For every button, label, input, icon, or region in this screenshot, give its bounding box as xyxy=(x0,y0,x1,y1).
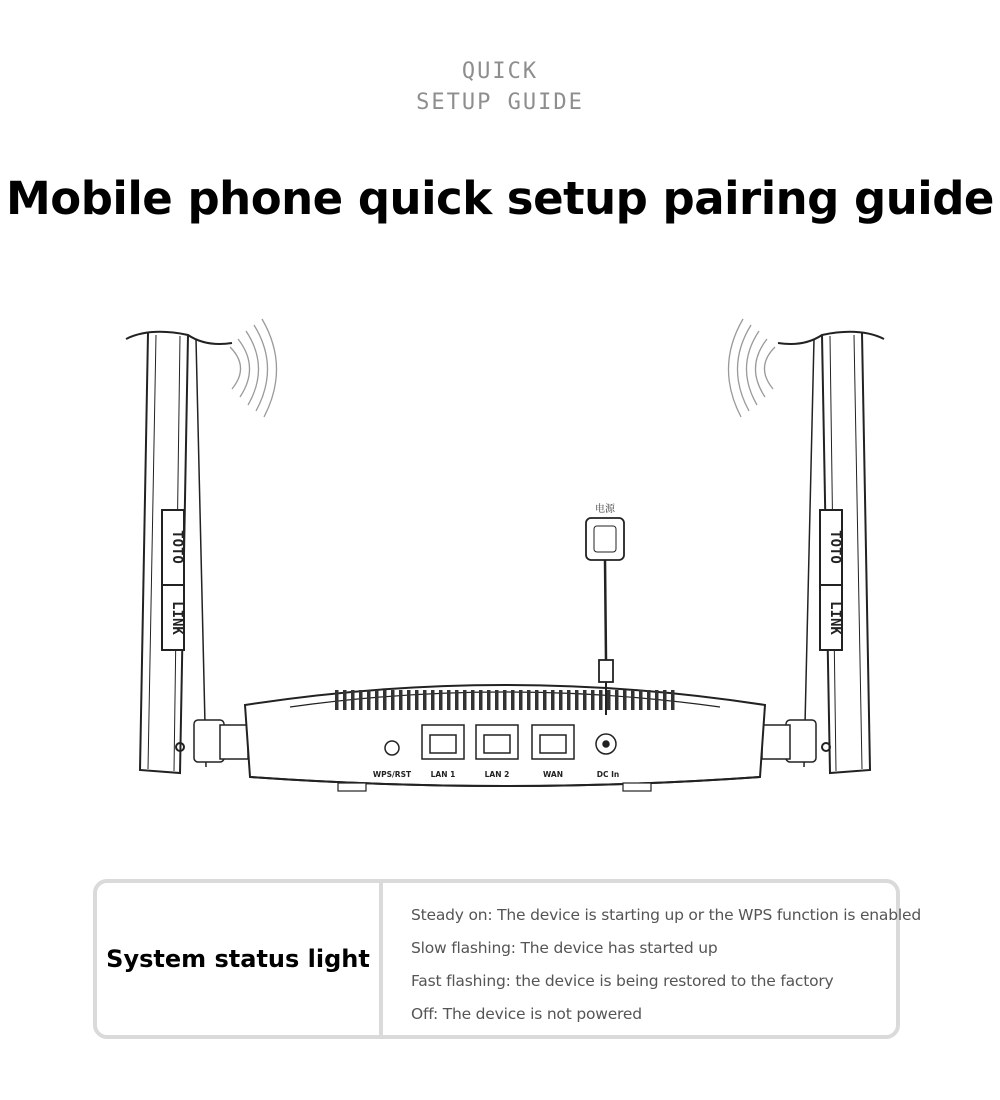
status-light-title: System status light xyxy=(106,945,370,973)
wan-port xyxy=(532,725,574,759)
power-label: 电源 xyxy=(595,504,615,515)
right-antenna xyxy=(778,332,884,773)
wifi-signal-right-icon xyxy=(728,319,775,417)
antenna-brand-text: LINK xyxy=(827,601,843,635)
wps-reset-button xyxy=(385,741,399,755)
status-item-fast: Fast flashing: the device is being restored to the factory xyxy=(411,972,834,990)
status-light-panel xyxy=(93,879,921,1039)
panel-divider xyxy=(379,883,383,1035)
wifi-signal-left-icon xyxy=(230,319,277,417)
lan2-port xyxy=(476,725,518,759)
antenna-brand-text: TOTO xyxy=(169,530,185,564)
port-label-lan1: LAN 1 xyxy=(430,770,456,779)
power-adapter xyxy=(586,502,624,715)
status-light-list xyxy=(411,899,921,1031)
lan1-port xyxy=(422,725,464,759)
status-item-off: Off: The device is not powered xyxy=(411,1005,642,1023)
logo-line-1: QUICK xyxy=(461,59,539,84)
logo-line-2: SETUP GUIDE xyxy=(416,90,584,115)
left-antenna xyxy=(126,332,232,773)
quick-setup-guide-logo xyxy=(0,56,1000,118)
port-label-lan2: LAN 2 xyxy=(484,770,510,779)
router-illustration xyxy=(110,315,900,815)
port-label-dc: DC In xyxy=(596,770,620,779)
status-item-slow: Slow flashing: The device has started up xyxy=(411,939,718,957)
port-label-wps: WPS/RST xyxy=(372,770,412,779)
status-item-steady: Steady on: The device is starting up or the WPS function is enabled xyxy=(411,906,921,924)
antenna-brand-text: TOTO xyxy=(827,530,843,564)
antenna-brand-text: LINK xyxy=(169,601,185,635)
port-label-wan: WAN xyxy=(542,770,564,779)
page-title: Mobile phone quick setup pairing guide xyxy=(6,172,994,225)
